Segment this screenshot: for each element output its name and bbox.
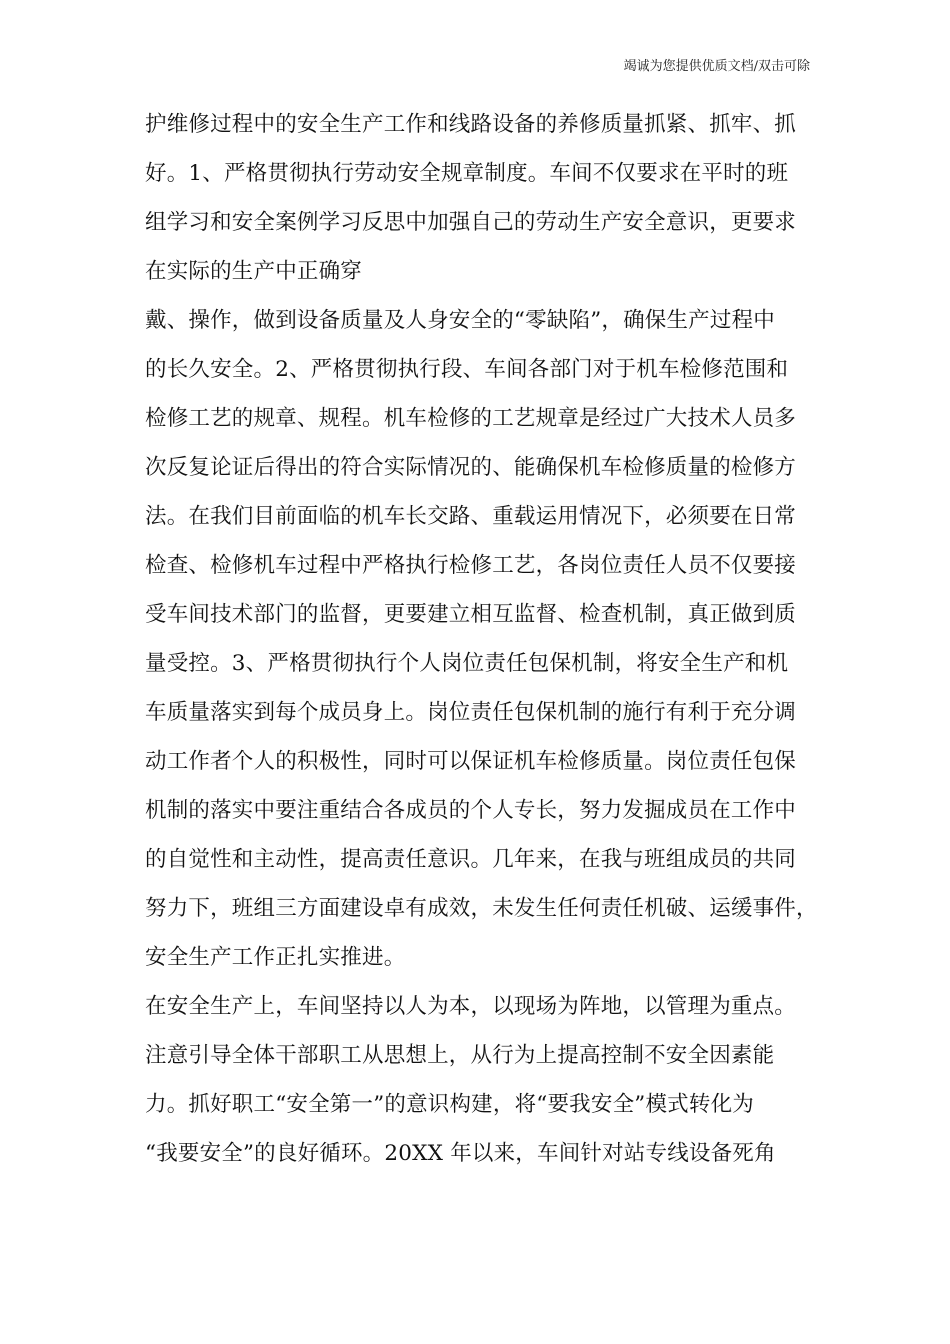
- text-line: 的长久安全。2、严格贯彻执行段、车间各部门对于机车检修范围和: [145, 357, 789, 382]
- text-line: 法。在我们目前面临的机车长交路、重载运用情况下，必须要在日常: [145, 504, 797, 529]
- text-line: 次反复论证后得出的符合实际情况的、能确保机车检修质量的检修方: [145, 455, 797, 480]
- text-line: 量受控。3、严格贯彻执行个人岗位责任包保机制，将安全生产和机: [145, 651, 789, 676]
- text-line: 的自觉性和主动性，提高责任意识。几年来，在我与班组成员的共同: [145, 847, 797, 872]
- text-line: 检修工艺的规章、规程。机车检修的工艺规章是经过广大技术人员多: [145, 406, 797, 431]
- text-line: 努力下，班组三方面建设卓有成效，未发生任何责任机破、运缓事件，: [145, 896, 818, 921]
- text-line: 动工作者个人的积极性，同时可以保证机车检修质量。岗位责任包保: [145, 749, 797, 774]
- text-line: 护维修过程中的安全生产工作和线路设备的养修质量抓紧、抓牢、抓: [145, 112, 797, 137]
- text-line: 安全生产工作正扎实推进。: [145, 945, 406, 970]
- document-body: [145, 100, 820, 1178]
- text-line: 检查、检修机车过程中严格执行检修工艺，各岗位责任人员不仅要接: [145, 553, 797, 578]
- text-line: 机制的落实中要注重结合各成员的个人专长，努力发掘成员在工作中: [145, 798, 797, 823]
- header-note: 竭诚为您提供优质文档/双击可除: [623, 59, 810, 74]
- text-line: 在实际的生产中正确穿: [145, 259, 363, 284]
- text-line: 力。抓好职工“安全第一”的意识构建，将“要我安全”模式转化为: [145, 1092, 754, 1117]
- text-line: “我要安全”的良好循环。20XX 年以来，车间针对站专线设备死角: [145, 1141, 776, 1166]
- text-line: 受车间技术部门的监督，更要建立相互监督、检查机制，真正做到质: [145, 602, 797, 627]
- text-line: 组学习和安全案例学习反思中加强自己的劳动生产安全意识，更要求: [145, 210, 797, 235]
- text-line: 车质量落实到每个成员身上。岗位责任包保机制的施行有利于充分调: [145, 700, 797, 725]
- text-line: 戴、操作，做到设备质量及人身安全的“零缺陷”，确保生产过程中: [145, 308, 775, 333]
- text-line: 在安全生产上，车间坚持以人为本，以现场为阵地，以管理为重点。: [145, 994, 797, 1019]
- text-line: 好。1、严格贯彻执行劳动安全规章制度。车间不仅要求在平时的班: [145, 161, 789, 186]
- text-line: 注意引导全体干部职工从思想上，从行为上提高控制不安全因素能: [145, 1043, 775, 1068]
